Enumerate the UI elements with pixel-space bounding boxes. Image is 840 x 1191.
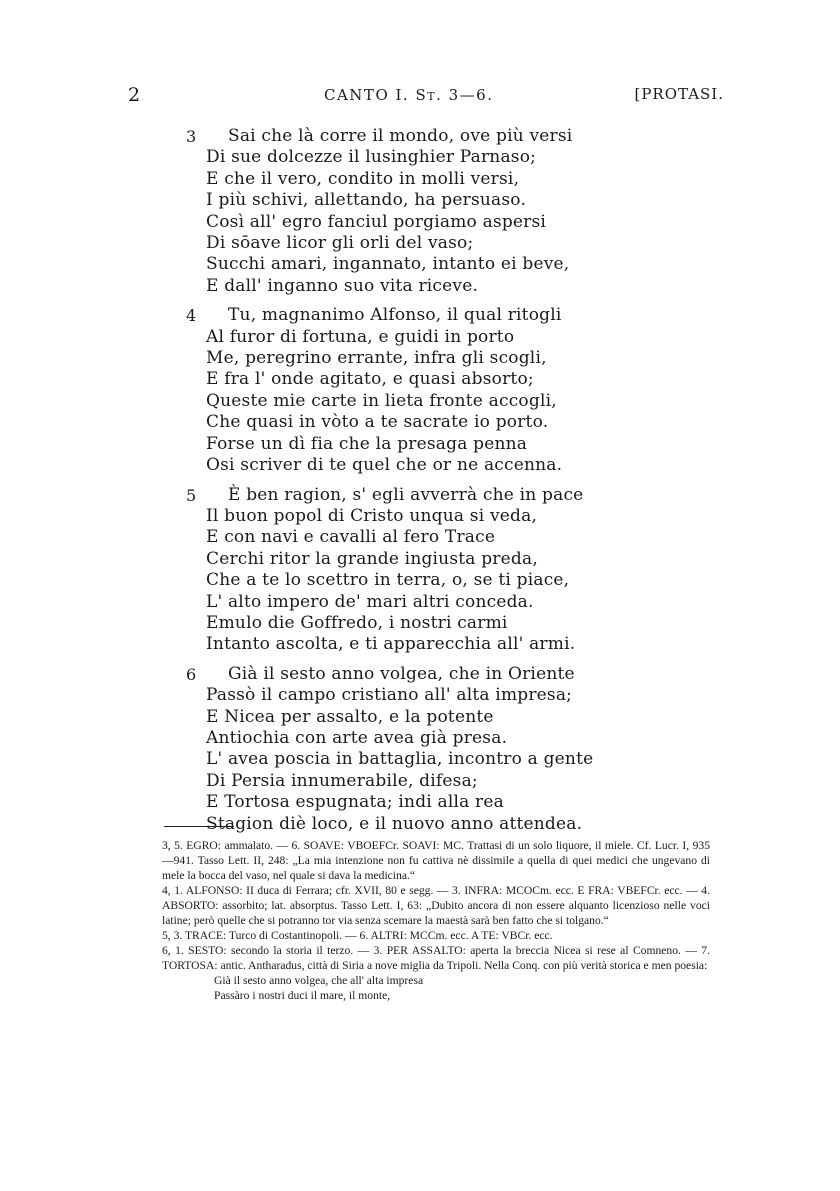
footnote-stanza-6: 6, 1. SESTO: secondo la storia il terzo. — 3. PER ASSALTO: aperta la breccia Nicea si rese al Comneno. — 7. TORTOSA: antic. Antharadus, città di Siria a nove miglia da Tripoli. Nella Conq. con più verità storica e men poesia:: [162, 944, 710, 972]
verse-line: Così all' egro fanciul porgiamo aspersi: [206, 211, 547, 232]
verse-line: Il buon popol di Cristo unqua si veda,: [206, 505, 538, 526]
verse-line: Già il sesto anno volgea, che in Oriente: [228, 663, 575, 684]
verse-line: Queste mie carte in lieta fronte accogli,: [206, 390, 557, 411]
verse-line: Cerchi ritor la grande ingiusta preda,: [206, 548, 538, 569]
verse-line: E fra l' onde agitato, e quasi absorto;: [206, 369, 534, 390]
footnote-divider: [164, 826, 234, 827]
stanza-5: [186, 485, 646, 656]
verse-line: Succhi amari, ingannato, intanto ei beve,: [206, 254, 570, 275]
verse-line: E dall' inganno suo vita riceve.: [206, 275, 479, 296]
verse-line: L' avea poscia in battaglia, incontro a gente: [206, 749, 594, 770]
verse-line: Passò il campo cristiano all' alta impresa;: [206, 685, 573, 706]
verse-line: Che a te lo scettro in terra, o, se ti piace,: [206, 570, 570, 591]
verse-line: Osi scriver di te quel che or ne accenna.: [206, 455, 563, 476]
verse-line: Antiochia con arte avea già presa.: [206, 727, 508, 748]
running-head: [128, 84, 724, 114]
verse-line: E Nicea per assalto, e la potente: [206, 706, 494, 727]
verse-line: Intanto ascolta, e ti apparecchia all' armi.: [206, 634, 576, 655]
stanza-4: [186, 305, 646, 476]
stanza-6: [186, 664, 646, 835]
verse-line: Che quasi in vòto a te sacrate io porto.: [206, 412, 549, 433]
verse-line: E Tortosa espugnata; indi alla rea: [206, 792, 504, 813]
verse-line: Al furor di fortuna, e guidi in porto: [206, 326, 515, 347]
verse-line: Emulo die Goffredo, i nostri carmi: [206, 612, 508, 633]
verse-line: Forse un dì fia che la presaga penna: [206, 433, 528, 454]
footnote-quote-line: Passàro i nostri duci il mare, il monte,: [214, 989, 391, 1002]
stanza-number: 4: [186, 306, 197, 326]
footnote-stanza-5: 5, 3. TRACE: Turco di Costantinopoli. — 6. ALTRI: MCCm. ecc. A TE: VBCr. ecc.: [162, 929, 553, 942]
verse-line: L' alto impero de' mari altri conceda.: [206, 591, 534, 612]
running-title: CANTO I. St. 3—6.: [324, 86, 494, 104]
verse-line: È ben ragion, s' egli avverrà che in pace: [228, 484, 584, 505]
stanza-number: 5: [186, 485, 197, 505]
verse-line: I più schivi, allettando, ha persuaso.: [206, 190, 527, 211]
footnote-stanza-3: 3, 5. EGRO: ammalato. — 6. SOAVE: VBOEFCr. SOAVI: MC. Trattasi di un solo liquore, il miele. Cf. Lucr. I, 935—941. Tasso Lett. II, 248: „La mia intenzione non fu cattiva nè dissimile a quella di quei medici che ungevano di mele la bocca del vaso, nel quale si dava la medicina.“: [162, 839, 710, 882]
verse-line: Di sue dolcezze il lusinghier Parnaso;: [206, 147, 537, 168]
stanza-number: 6: [186, 664, 197, 684]
poem-text: [186, 126, 646, 843]
verse-line: Sai che là corre il mondo, ove più versi: [228, 126, 573, 146]
verse-line: Me, peregrino errante, infra gli scogli,: [206, 348, 547, 369]
footnote-stanza-4: 4, 1. ALFONSO: II duca di Ferrara; cfr. XVII, 80 e segg. — 3. INFRA: MCOCm. ecc. E FRA: VBEFCr. ecc. — 4. ABSORTO: assorbito; lat. absorptus. Tasso Lett. I, 63: „Dubito ancora di non essere alquanto licenzioso nelle voci latine; però quelle che si potranno tor via senza scemare la maestà sarà ben fatto che si tolgano.“: [162, 884, 710, 927]
footnotes: [162, 838, 710, 1003]
stanza-3: [186, 126, 646, 297]
verse-line: Stagion diè loco, e il nuovo anno attendea.: [206, 813, 583, 834]
verse-line: Di sōave licor gli orli del vaso;: [206, 233, 474, 254]
stanza-number: 3: [186, 127, 197, 146]
running-section: [PROTASI.: [634, 85, 724, 103]
verse-line: Di Persia innumerabile, difesa;: [206, 770, 478, 791]
footnote-quote-line: Già il sesto anno volgea, che all' alta impresa: [214, 974, 424, 987]
verse-line: E che il vero, condito in molli versi,: [206, 168, 520, 189]
verse-line: Tu, magnanimo Alfonso, il qual ritogli: [228, 305, 562, 326]
verse-line: E con navi e cavalli al fero Trace: [206, 527, 496, 548]
page-number: 2: [128, 84, 141, 106]
